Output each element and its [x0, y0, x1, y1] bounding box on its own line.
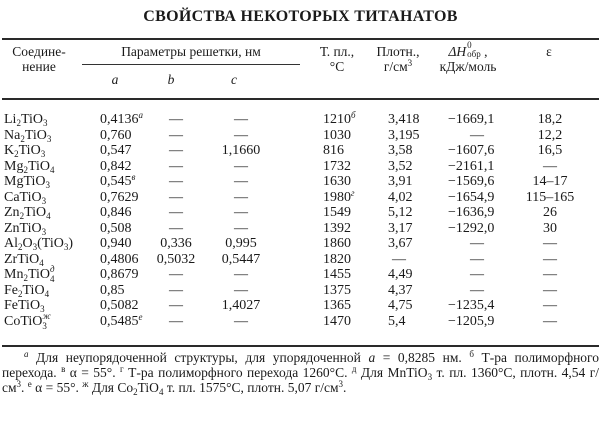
cell-b: —	[169, 112, 183, 127]
header-density-line1: Плотн.,	[376, 44, 420, 59]
value: 1732	[323, 158, 351, 174]
formula-part: TiO	[20, 112, 44, 127]
value: 0,760	[100, 127, 132, 143]
cell-density: 3,418	[388, 112, 420, 127]
cell-c: —	[234, 112, 248, 127]
cell-density: 4,49	[388, 267, 413, 282]
table-row	[0, 174, 601, 189]
formula-sub: 3	[41, 195, 47, 206]
cell-permittivity: 26	[543, 205, 557, 220]
cell-compound	[4, 283, 49, 298]
formula-part: TiO	[18, 143, 41, 158]
header-enthalpy	[428, 40, 508, 74]
formula-sub: 4	[46, 211, 51, 221]
cell-melting-point	[323, 221, 351, 236]
formula-part: ZrTiO	[4, 251, 40, 267]
value: 1549	[323, 205, 351, 220]
table-row	[0, 143, 601, 158]
cell-compound	[4, 143, 45, 158]
footnote-mark: б	[351, 110, 356, 120]
enthalpy-sub: обр	[467, 49, 481, 59]
header-c: c	[231, 72, 237, 87]
cell-c: —	[234, 282, 248, 298]
cell-enthalpy: —	[470, 267, 484, 282]
value: 816	[323, 143, 344, 158]
cell-compound	[4, 264, 58, 284]
header-enthalpy-line1	[428, 40, 508, 59]
formula-part: Al	[4, 236, 18, 251]
header-lattice: Параметры решетки, нм	[121, 44, 261, 59]
value: 0,940	[100, 236, 132, 251]
value: 1455	[323, 267, 351, 282]
enthalpy-sup: 0	[467, 40, 472, 50]
cell-c: —	[234, 205, 248, 220]
cell-compound	[4, 298, 45, 313]
cell-compound	[4, 221, 46, 236]
cell-density: 5,4	[388, 313, 406, 329]
cell-compound	[4, 159, 55, 174]
cell-permittivity: 115–165	[525, 189, 575, 205]
value: 0,4136	[100, 112, 139, 127]
formula-part: FeTiO	[4, 298, 41, 313]
cell-compound	[4, 128, 51, 143]
formula-part: )	[68, 236, 74, 251]
formula-part: MgTiO	[4, 174, 46, 189]
formula-part: O	[22, 236, 33, 251]
header-tm-line1: Т. пл.,	[319, 44, 355, 59]
cell-c: 0,5447	[221, 251, 261, 267]
table-row	[0, 310, 601, 331]
value: 1980	[323, 189, 351, 205]
cell-melting-point	[323, 128, 351, 143]
cell-a	[100, 267, 139, 282]
cell-enthalpy: −1654,9	[448, 189, 495, 205]
cell-c: 1,4027	[221, 298, 261, 313]
cell-enthalpy: —	[470, 251, 484, 267]
formula-sub: 2	[16, 118, 21, 128]
cell-b: —	[169, 313, 183, 329]
cell-melting-point	[323, 112, 356, 127]
formula-sub: 3	[42, 320, 47, 331]
cell-melting-point	[323, 205, 351, 220]
header-melting-point	[312, 44, 362, 74]
table-row	[0, 283, 601, 298]
header-enthalpy-line2: кДж/моль	[439, 59, 497, 74]
cell-b: —	[169, 282, 183, 298]
cell-enthalpy: −1292,0	[448, 220, 495, 236]
cell-a	[100, 298, 139, 313]
formula-sub: 2	[18, 242, 23, 252]
cell-melting-point	[323, 174, 351, 189]
cell-density: 3,58	[388, 143, 413, 158]
cell-melting-point	[323, 267, 351, 282]
value: 0,8679	[100, 267, 139, 282]
formula-sub: 2	[19, 211, 25, 221]
footnote-mark: а	[138, 110, 143, 120]
table-row	[0, 236, 601, 251]
value: 1820	[323, 251, 351, 267]
formula-part: Na	[4, 127, 21, 143]
cell-density: 3,17	[388, 220, 413, 236]
formula-part: Mn	[4, 267, 24, 282]
header-b: b	[167, 72, 175, 87]
cell-compound	[4, 236, 73, 251]
value: 1210	[323, 112, 351, 127]
lattice-subrule	[82, 64, 300, 65]
footnote-mark: в	[131, 172, 136, 182]
header-density	[372, 44, 424, 74]
cell-compound	[4, 310, 51, 331]
cell-permittivity: 12,2	[537, 127, 563, 143]
formula-part: TiO	[24, 205, 47, 220]
cell-permittivity: —	[543, 298, 557, 313]
formula-mark: д	[50, 264, 55, 274]
cell-c: 1,1660	[221, 143, 261, 158]
formula-part: Fe	[4, 282, 18, 298]
cell-density: 3,52	[388, 158, 413, 174]
header-rule	[2, 98, 599, 100]
value: 1365	[323, 298, 351, 313]
value: 1392	[323, 220, 351, 236]
cell-enthalpy: −1235,4	[448, 298, 495, 313]
cell-c: —	[234, 127, 248, 143]
cell-a	[100, 143, 132, 158]
cell-b: —	[169, 143, 183, 158]
value: 0,5485	[100, 313, 139, 329]
formula-sub: 4	[39, 257, 44, 268]
cell-compound	[4, 205, 51, 220]
cell-a	[100, 190, 139, 205]
formula-mark: ж	[42, 310, 51, 321]
value: 1630	[323, 174, 351, 189]
cell-c: —	[234, 189, 248, 205]
formula-part: Li	[4, 112, 17, 127]
cell-b: —	[169, 189, 183, 205]
formula-part: (TiO	[37, 236, 64, 251]
value: 1030	[323, 127, 351, 143]
formula-sub: 2	[23, 164, 28, 175]
formula-sub: 3	[46, 133, 52, 144]
formula-part: TiO	[24, 127, 47, 143]
cell-a	[100, 174, 135, 189]
formula-sub: 4	[50, 164, 55, 175]
cell-c: —	[234, 220, 248, 236]
formula-sub: 2	[20, 133, 25, 144]
table-title: СВОЙСТВА НЕКОТОРЫХ ТИТАНАТОВ	[143, 8, 458, 25]
cell-a	[100, 252, 139, 267]
formula-part: TiO	[27, 158, 51, 174]
formula-sub: 4	[44, 288, 50, 299]
cell-permittivity: 30	[543, 220, 557, 236]
cell-permittivity: —	[543, 251, 557, 267]
cell-permittivity: —	[543, 158, 557, 174]
bottom-rule	[2, 345, 599, 347]
cell-c: —	[234, 174, 248, 189]
cell-enthalpy: —	[470, 282, 484, 298]
cell-b: —	[169, 298, 183, 313]
formula-sub: 2	[23, 273, 28, 283]
formula-sub: 3	[41, 226, 47, 237]
cell-c: —	[234, 267, 248, 282]
header-permittivity: ε	[546, 44, 552, 59]
formula-part: CoTiO	[4, 313, 43, 329]
cell-melting-point	[323, 236, 351, 251]
header-tm-line2: °С	[329, 59, 345, 74]
cell-enthalpy: −1205,9	[448, 313, 495, 329]
density-unit-sup: 3	[407, 58, 413, 68]
cell-density: 3,91	[388, 174, 413, 189]
cell-permittivity: 14–17	[532, 174, 568, 189]
value: 0,7629	[100, 189, 139, 205]
value: 1375	[323, 282, 351, 298]
table-row	[0, 205, 601, 220]
cell-b: —	[169, 220, 183, 236]
table-row	[0, 187, 601, 206]
value: 0,545	[100, 174, 132, 189]
formula-sub: 2	[18, 288, 23, 299]
cell-permittivity: —	[543, 282, 557, 298]
table-row	[0, 252, 601, 267]
formula-sub: 4	[50, 274, 55, 284]
cell-permittivity: 18,2	[537, 112, 563, 127]
cell-a	[100, 205, 132, 220]
formula-indices	[42, 310, 51, 331]
formula-part: CaTiO	[4, 189, 42, 205]
header-compound	[4, 44, 74, 74]
cell-melting-point	[323, 314, 351, 329]
cell-b: —	[169, 127, 183, 143]
cell-c: 0,995	[225, 236, 257, 251]
cell-melting-point	[323, 283, 351, 298]
cell-density: 4,75	[388, 298, 413, 313]
table-row	[0, 112, 601, 127]
cell-a	[100, 221, 132, 236]
formula-sub: 3	[43, 118, 48, 128]
cell-density: 3,67	[388, 236, 413, 251]
cell-density: 3,195	[388, 127, 420, 143]
cell-b: 0,336	[160, 236, 192, 251]
cell-melting-point	[323, 252, 351, 267]
cell-enthalpy: −1607,6	[448, 143, 495, 158]
cell-density: 5,12	[388, 205, 413, 220]
formula-indices	[50, 264, 58, 284]
cell-permittivity: —	[543, 236, 557, 251]
table-row	[0, 128, 601, 143]
cell-c: —	[234, 313, 248, 329]
formula-sub: 3	[32, 242, 38, 252]
cell-compound	[4, 190, 46, 205]
formula-part: TiO	[27, 267, 51, 282]
formula-sub: 3	[40, 149, 46, 159]
cell-melting-point	[323, 187, 355, 205]
cell-melting-point	[323, 298, 351, 313]
top-rule	[2, 38, 599, 40]
formula-sub: 3	[40, 304, 45, 314]
cell-enthalpy: —	[470, 127, 484, 143]
table-row	[0, 221, 601, 236]
header-compound-line2: нение	[22, 59, 56, 74]
cell-density: 4,37	[388, 282, 413, 298]
footnote-mark: е	[138, 311, 143, 322]
cell-b: —	[169, 205, 183, 220]
value: 0,508	[100, 220, 132, 236]
value: 0,85	[100, 282, 125, 298]
table-row	[0, 264, 601, 284]
cell-compound	[4, 112, 48, 127]
cell-a	[100, 112, 143, 127]
table-row	[0, 298, 601, 313]
footnote-text: $^а$ Для неупорядоченной структуры, для упорядоченной a = 0,8285 нм. $^б$ Т-ра полиморфного перехода. $^в$ α = 55°. $^г$ Т-ра полиморфного перехода 1260°С. $^д$ Для MnTiO$_3$ т. пл. 1360°С, плотн. 4,54 $г/см^3$. $^е$ α = 55°. $^ж$ Для $Co_2TiO_4$ т. пл. 1575°С, плотн. 5,07 $г/см^3$.	[2, 349, 600, 397]
value: 1470	[323, 313, 351, 329]
value: 0,842	[100, 158, 132, 174]
cell-density: —	[392, 251, 406, 267]
header-density-line2	[372, 59, 424, 74]
value: 0,5082	[100, 298, 139, 313]
enthalpy-indices	[466, 40, 484, 59]
cell-enthalpy: —	[470, 236, 484, 251]
formula-part: Mg	[4, 158, 24, 174]
cell-a	[100, 128, 132, 143]
cell-compound	[4, 174, 50, 189]
cell-melting-point	[323, 143, 344, 158]
formula-sub: 3	[63, 242, 69, 252]
value: 0,846	[100, 205, 132, 220]
value: 0,4806	[100, 251, 139, 267]
cell-a	[100, 283, 125, 298]
cell-density: 4,02	[388, 189, 413, 205]
enthalpy-comma: ,	[484, 44, 488, 59]
formula-part: Zn	[4, 205, 20, 220]
value: 0,547	[100, 143, 132, 158]
cell-b: 0,5032	[156, 251, 196, 267]
enthalpy-symbol: ΔH	[448, 44, 467, 59]
value: 1860	[323, 236, 351, 251]
cell-a	[100, 311, 143, 329]
cell-b: —	[169, 158, 183, 174]
cell-melting-point	[323, 159, 351, 174]
cell-compound	[4, 252, 44, 267]
cell-enthalpy: −1669,1	[448, 112, 495, 127]
cell-b: —	[169, 267, 183, 282]
formula-part: TiO	[22, 282, 45, 298]
footnotes	[2, 350, 599, 395]
formula-sub: 3	[45, 180, 51, 190]
cell-c: —	[234, 158, 248, 174]
cell-a	[100, 159, 132, 174]
cell-permittivity: —	[543, 313, 557, 329]
formula-part: ZnTiO	[4, 220, 42, 236]
cell-enthalpy: −2161,1	[448, 158, 495, 174]
footnote-mark: г	[351, 187, 355, 198]
header-compound-line1: Соедине-	[12, 44, 66, 59]
cell-a	[100, 236, 132, 251]
cell-b: —	[169, 174, 183, 189]
formula-part: K	[4, 143, 15, 158]
cell-enthalpy: −1569,6	[448, 174, 495, 189]
formula-sub: 2	[14, 149, 19, 159]
cell-permittivity: 16,5	[537, 143, 563, 158]
density-unit: г/см	[383, 59, 408, 74]
table-row	[0, 159, 601, 174]
cell-permittivity: —	[543, 267, 557, 282]
header-a: a	[111, 72, 119, 87]
cell-enthalpy: −1636,9	[448, 205, 495, 220]
